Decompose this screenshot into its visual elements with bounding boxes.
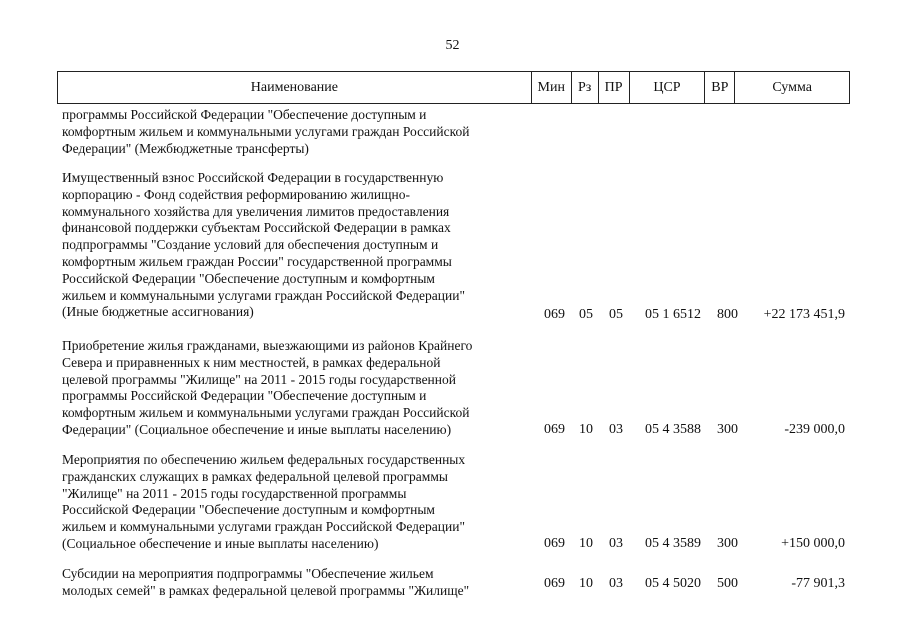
header-csr: ЦСР bbox=[629, 72, 705, 103]
header-pr: ПР bbox=[598, 72, 629, 103]
table-row bbox=[62, 338, 522, 439]
table-row bbox=[62, 170, 522, 321]
row-text-line: жильем и коммунальными услугами граждан Российской Федерации" bbox=[62, 287, 465, 303]
row-text-line: Федерации" (Социальное обеспечение и иные выплаты населению) bbox=[62, 421, 452, 437]
row-min: 069 bbox=[544, 422, 565, 437]
row-text-line: программы Российской Федерации "Обеспечение доступным и bbox=[62, 388, 427, 404]
row-min: 069 bbox=[544, 576, 565, 591]
row-text-line: (Социальное обеспечение и иные выплаты населению) bbox=[62, 535, 379, 551]
table-row bbox=[62, 107, 522, 157]
table-header bbox=[57, 71, 850, 104]
row-text-line: коммунального хозяйства для увеличения лимитов предоставления bbox=[62, 203, 450, 219]
row-pr: 03 bbox=[609, 536, 623, 551]
row-text-line: целевой программы "Жилище" на 2011 - 2015 годы государственной bbox=[62, 371, 456, 387]
row-text-line: корпорацию - Фонд содействия реформированию жилищно- bbox=[62, 186, 410, 202]
row-text-line: Имущественный взнос Российской Федерации в государственную bbox=[62, 170, 444, 185]
row-text-line: жильем и коммунальными услугами граждан Российской Федерации" bbox=[62, 519, 465, 535]
row-text-line: "Жилище" на 2011 - 2015 годы государственной программы bbox=[62, 485, 407, 501]
row-rz: 10 bbox=[579, 576, 593, 591]
table-row bbox=[62, 452, 522, 553]
page-number: 52 bbox=[445, 38, 460, 53]
row-text-line: Севера и приравненных к ним местностей, в рамках федеральной bbox=[62, 354, 441, 370]
row-rz: 10 bbox=[579, 536, 593, 551]
row-text-line: программы Российской Федерации "Обеспечение доступным и bbox=[62, 107, 427, 122]
row-sum: -77 901,3 bbox=[791, 576, 845, 591]
row-pr: 05 bbox=[609, 307, 623, 322]
row-sum: +22 173 451,9 bbox=[763, 307, 845, 322]
header-min: Мин bbox=[531, 72, 571, 103]
row-text-line: Федерации" (Межбюджетные трансферты) bbox=[62, 140, 309, 156]
header-name: Наименование bbox=[250, 79, 339, 95]
row-pr: 03 bbox=[609, 576, 623, 591]
row-pr: 03 bbox=[609, 422, 623, 437]
row-text-line: Мероприятия по обеспечению жильем федеральных государственных bbox=[62, 452, 466, 467]
row-csr: 05 4 3588 bbox=[645, 422, 701, 437]
row-text-line: финансовой поддержки субъектам Российской Федерации в рамках bbox=[62, 220, 451, 236]
row-rz: 10 bbox=[579, 422, 593, 437]
row-rz: 05 bbox=[579, 307, 593, 322]
row-text-line: Российской Федерации "Обеспечение доступным и комфортным bbox=[62, 270, 435, 286]
row-text-line: комфортным жильем и коммунальными услугами граждан Российской bbox=[62, 123, 470, 139]
row-min: 069 bbox=[544, 307, 565, 322]
row-text-line: комфортным жильем и коммунальными услугами граждан Российской bbox=[62, 405, 470, 421]
row-text-line: комфортным жильем граждан России" государственной программы bbox=[62, 253, 452, 269]
row-csr: 05 4 3589 bbox=[645, 536, 701, 551]
row-vr: 800 bbox=[717, 307, 738, 322]
row-sum: +150 000,0 bbox=[781, 536, 845, 551]
row-vr: 500 bbox=[717, 576, 738, 591]
row-vr: 300 bbox=[717, 422, 738, 437]
row-text-line: (Иные бюджетные ассигнования) bbox=[62, 304, 254, 320]
row-text-line: подпрограммы "Создание условий для обеспечения доступным и bbox=[62, 237, 439, 253]
row-text-line: Приобретение жилья гражданами, выезжающими из районов Крайнего bbox=[62, 338, 473, 353]
header-rz: Рз bbox=[571, 72, 598, 103]
row-text-line: Российской Федерации "Обеспечение доступным и комфортным bbox=[62, 502, 435, 518]
header-sum: Сумма bbox=[734, 72, 849, 103]
row-text-line: Субсидии на мероприятия подпрограммы "Обеспечение жильем bbox=[62, 566, 434, 581]
row-csr: 05 1 6512 bbox=[645, 307, 701, 322]
header-vr: ВР bbox=[704, 72, 734, 103]
row-text-line: гражданских служащих в рамках федеральной целевой программы bbox=[62, 468, 448, 484]
row-text-line: молодых семей" в рамках федеральной целевой программы "Жилище" bbox=[62, 582, 470, 598]
table-row bbox=[62, 566, 522, 600]
row-sum: -239 000,0 bbox=[784, 422, 845, 437]
row-csr: 05 4 5020 bbox=[645, 576, 701, 591]
row-vr: 300 bbox=[717, 536, 738, 551]
row-min: 069 bbox=[544, 536, 565, 551]
